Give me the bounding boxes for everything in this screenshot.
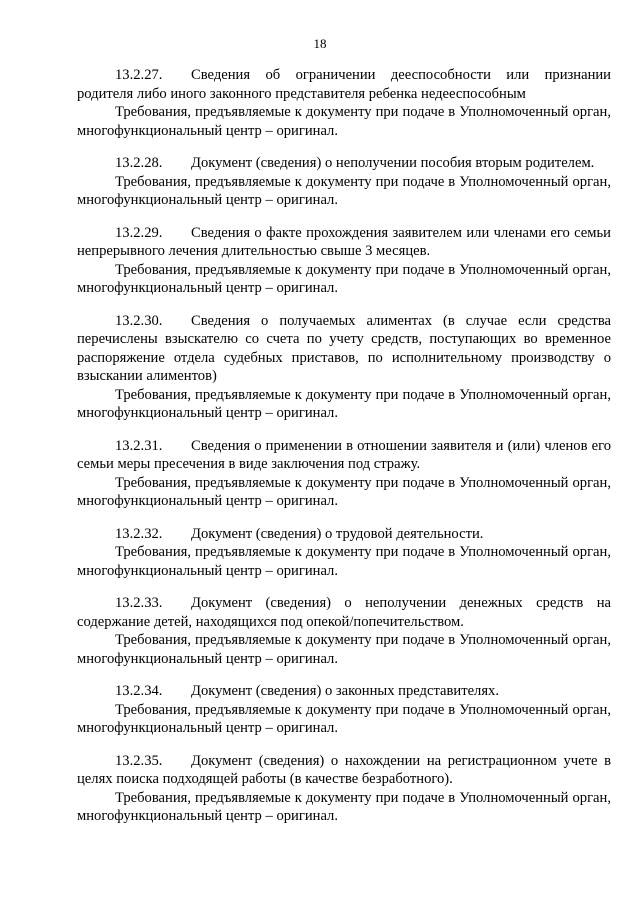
requirement-text: Требования, предъявляемые к документу при подаче в Уполномоченный орган, многофункциональный центр – оригинал. <box>77 789 611 824</box>
page-number: 18 <box>313 36 327 51</box>
clause-number: 13.2.35. <box>115 752 163 769</box>
requirement-text: Требования, предъявляемые к документу при подаче в Уполномоченный орган, многофункциональный центр – оригинал. <box>77 474 611 509</box>
clause-description: Документ (сведения) о неполучении денежных средств на содержание детей, находящихся под опекой/попечительством. <box>77 595 611 630</box>
clause-description: Документ (сведения) о законных представителях. <box>191 683 499 699</box>
requirement-text: Требования, предъявляемые к документу при подаче в Уполномоченный орган, многофункциональный центр – оригинал. <box>77 701 611 736</box>
clause-text <box>77 154 611 173</box>
clause-description: Документ (сведения) о трудовой деятельности. <box>191 525 484 542</box>
clause-number: 13.2.29. <box>115 224 163 241</box>
clause-description: Сведения о получаемых алиментах (в случае если средства перечислены взыскателю со счета по учету средств, поступающих во временное распоряжение отдела судебных приставов, по исполнительному производству о взыскании алиментов) <box>77 312 611 384</box>
clause-number: 13.2.28. <box>115 155 163 171</box>
clause-13-2-35 <box>77 752 611 826</box>
clause-number: 13.2.27. <box>115 67 163 83</box>
clause-13-2-34 <box>77 682 611 738</box>
clause-13-2-29 <box>77 224 611 298</box>
clause-text <box>77 312 611 386</box>
requirement-text: Требования, предъявляемые к документу при подаче в Уполномоченный орган, многофункциональный центр – оригинал. <box>77 386 611 421</box>
clause-description: Сведения об ограничении дееспособности или признании родителя либо иного законного представителя ребенка недееспособным <box>77 67 611 102</box>
clause-13-2-31 <box>77 437 611 511</box>
clause-number: 13.2.33. <box>115 595 163 611</box>
requirement-text: Требования, предъявляемые к документу при подаче в Уполномоченный орган, многофункциональный центр – оригинал. <box>77 104 611 139</box>
clause-number: 13.2.34. <box>115 683 163 699</box>
clause-number: 13.2.30. <box>115 312 163 329</box>
clause-13-2-33 <box>77 594 611 668</box>
clause-13-2-27 <box>77 66 611 140</box>
requirement-text: Требования, предъявляемые к документу при подаче в Уполномоченный орган, многофункциональный центр – оригинал. <box>77 173 611 208</box>
requirement-text: Требования, предъявляемые к документу при подаче в Уполномоченный орган, многофункциональный центр – оригинал. <box>77 632 611 667</box>
clause-description: Сведения о применении в отношении заявителя и (или) членов его семьи меры пресечения в виде заключения под стражу. <box>77 437 611 472</box>
clause-13-2-32 <box>77 525 611 581</box>
clause-number: 13.2.32. <box>115 525 163 542</box>
clause-description: Документ (сведения) о нахождении на регистрационном учете в целях поиска подходящей работы (в качестве безработного). <box>77 752 611 787</box>
clause-text <box>77 66 611 103</box>
clause-number: 13.2.31. <box>115 437 163 454</box>
clause-description: Сведения о факте прохождения заявителем или членами его семьи непрерывного лечения длительностью свыше 3 месяцев. <box>77 224 611 259</box>
requirement-text: Требования, предъявляемые к документу при подаче в Уполномоченный орган, многофункциональный центр – оригинал. <box>77 261 611 296</box>
clause-text <box>77 224 611 261</box>
clause-text <box>77 682 611 701</box>
document-body <box>77 66 611 840</box>
requirement-text: Требования, предъявляемые к документу при подаче в Уполномоченный орган, многофункциональный центр – оригинал. <box>77 544 611 579</box>
clause-text <box>77 752 611 789</box>
clause-text <box>77 525 611 544</box>
clause-text <box>77 437 611 474</box>
clause-13-2-28 <box>77 154 611 210</box>
clause-text <box>77 594 611 631</box>
clause-13-2-30 <box>77 312 611 423</box>
clause-description: Документ (сведения) о неполучении пособия вторым родителем. <box>191 155 595 171</box>
